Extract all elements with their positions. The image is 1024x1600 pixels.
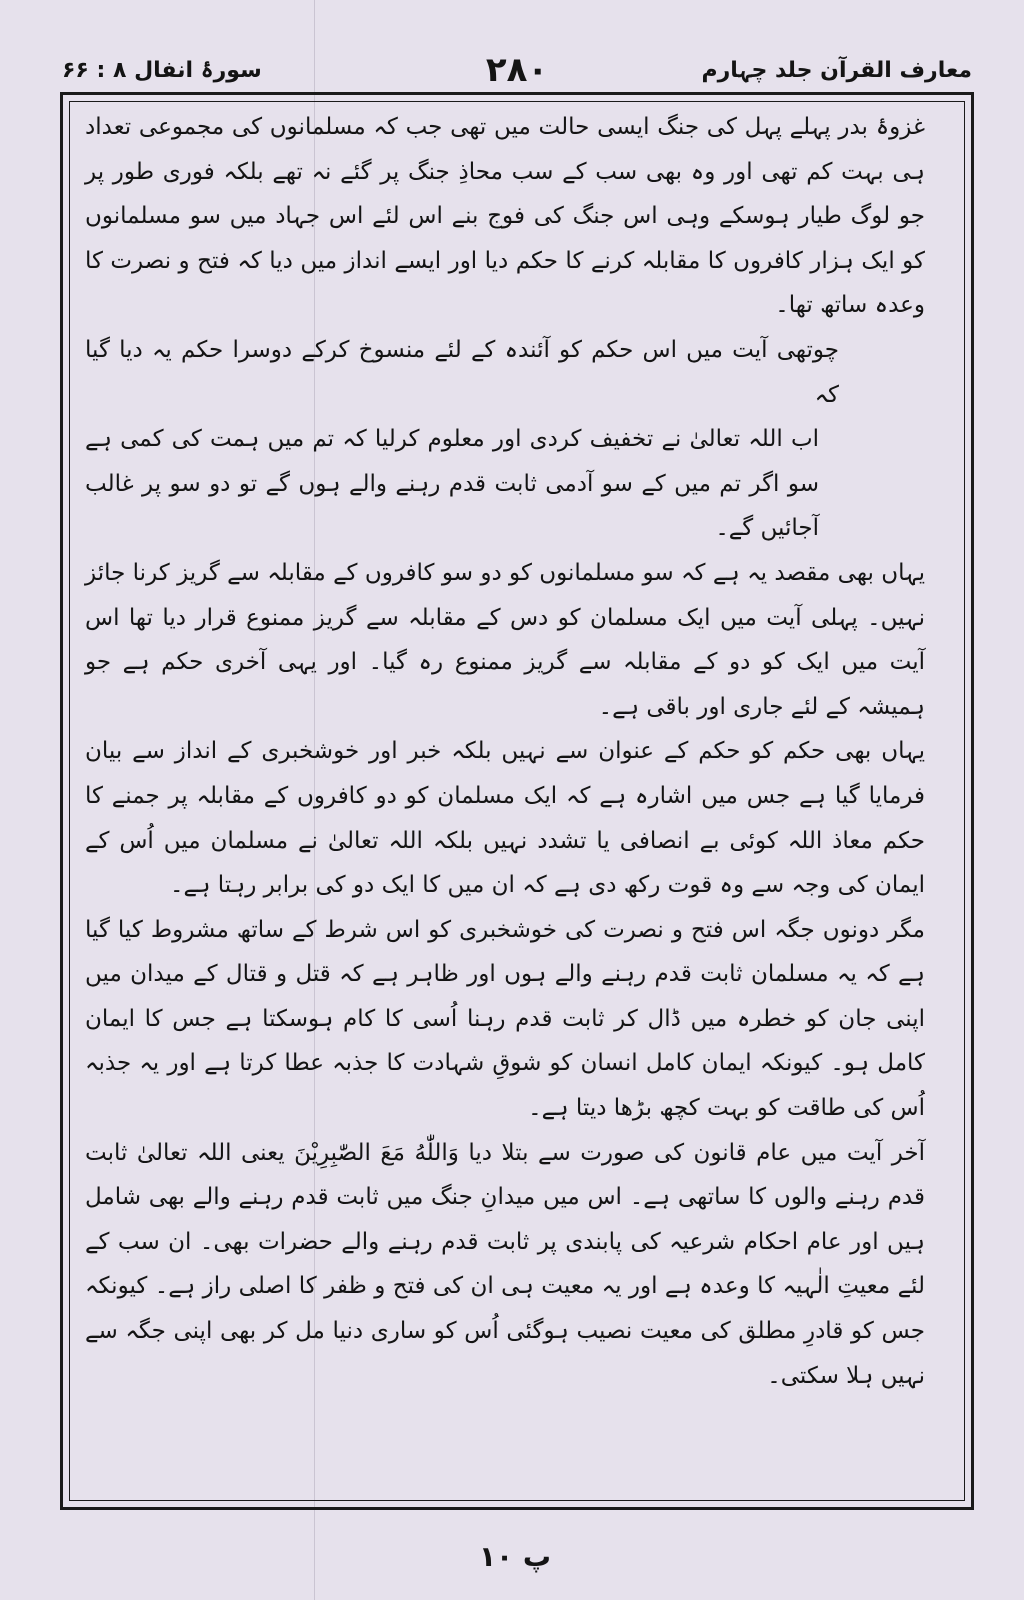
signature-mark: پ ۱۰ <box>478 1540 552 1573</box>
book-title: معارف القرآن جلد چہارم <box>701 58 972 83</box>
quoted-verse-translation: اب اللہ تعالیٰ نے تخفیف کردی اور معلوم کرلیا کہ تم میں ہمت کی کمی ہے سو اگر تم میں کے سو آدمی ثابت قدم رہنے والے ہوں گے تو دو سو پر غالب آجائیں گے۔ <box>85 426 819 542</box>
paragraph: چوتھی آیت میں اس حکم کو آئندہ کے لئے منسوخ کرکے دوسرا حکم یہ دیا گیا کہ <box>85 336 839 408</box>
paragraph: یہاں بھی حکم کو حکم کے عنوان سے نہیں بلکہ خبر اور خوشخبری کے انداز سے بیان فرمایا گیا ہے جس میں اشارہ ہے کہ ایک مسلمان کو دو کافروں کے مقابلہ پر جمنے کا حکم معاذ اللہ کوئی بے انصافی یا تشدد نہیں بلکہ اللہ تعالیٰ نے مسلمان میں اُس کے ایمان کی وجہ سے وہ قوت رکھ دی ہے کہ ان میں کا ایک دو کی برابر رہتا ہے۔ <box>85 738 925 899</box>
paragraph: غزوۂ بدر پہلے پہل کی جنگ ایسی حالت میں تھی جب کہ مسلمانوں کی مجموعی تعداد ہی بہت کم تھی اور وہ بھی سب کے سب محاذِ جنگ پر گئے نہ تھے بلکہ فوری طور پر جو لوگ طیار ہوسکے وہی اس جنگ کی فوج بنے اس لئے اس جہاد میں سو مسلمانوں کو ایک ہزار کافروں کا مقابلہ کرنے کا حکم دیا اور ایسے انداز میں دیا کہ فتح و نصرت کا وعدہ ساتھ تھا۔ <box>85 114 925 319</box>
paragraph: مگر دونوں جگہ اس فتح و نصرت کی خوشخبری کو اس شرط کے ساتھ مشروط کیا گیا ہے کہ یہ مسلمان ثابت قدم رہنے والے ہوں اور ظاہر ہے کہ قتل و قتال کے میدان میں اپنی جان کو خطرہ میں ڈال کر ثابت قدم رہنا اُسی کا کام ہوسکتا ہے جس کا ایمان کامل ہو۔ کیونکہ ایمان کامل انسان کو شوقِ شہادت کا جذبہ عطا کرتا ہے اور یہ جذبہ اُس کی طاقت کو بہت کچھ بڑھا دیتا ہے۔ <box>85 916 925 1122</box>
page-number: ۲۸۰ <box>485 50 549 90</box>
paragraph: یہاں بھی مقصد یہ ہے کہ سو مسلمانوں کو دو سو کافروں کے مقابلہ سے گریز کرنا جائز نہیں۔ پہلی آیت میں ایک مسلمان کو دس کے مقابلہ سے گریز ممنوع قرار دیا تھا اس آیت میں ایک کو دو کے مقابلہ سے گریز ممنوع رہ گیا۔ اور یہی آخری حکم ہے جو ہمیشہ کے لئے جاری اور باقی ہے۔ <box>85 559 925 720</box>
paragraph: آخر آیت میں عام قانون کی صورت سے بتلا دیا وَاللّٰهُ مَعَ الصّٰبِرِيْنَ یعنی اللہ تعالیٰ ثابت قدم رہنے والوں کا ساتھی ہے۔ اس میں میدانِ جنگ میں ثابت قدم رہنے والے بھی شامل ہیں اور عام احکام شرعیہ کی پابندی پر ثابت قدم رہنے والے حضرات بھی۔ ان سب کے لئے معیتِ الٰہیہ کا وعدہ ہے اور یہ معیت ہی ان کی فتح و ظفر کا اصلی راز ہے۔ کیونکہ جس کو قادرِ مطلق کی معیت نصیب ہوگئی اُس کو ساری دنیا مل کر بھی اپنی جگہ سے نہیں ہلا سکتی۔ <box>85 1139 925 1389</box>
page-header <box>62 52 972 94</box>
body-text <box>85 105 949 1398</box>
text-frame <box>60 92 974 1510</box>
surah-reference: سورۂ انفال ۸ : ۶۶ <box>62 58 262 83</box>
